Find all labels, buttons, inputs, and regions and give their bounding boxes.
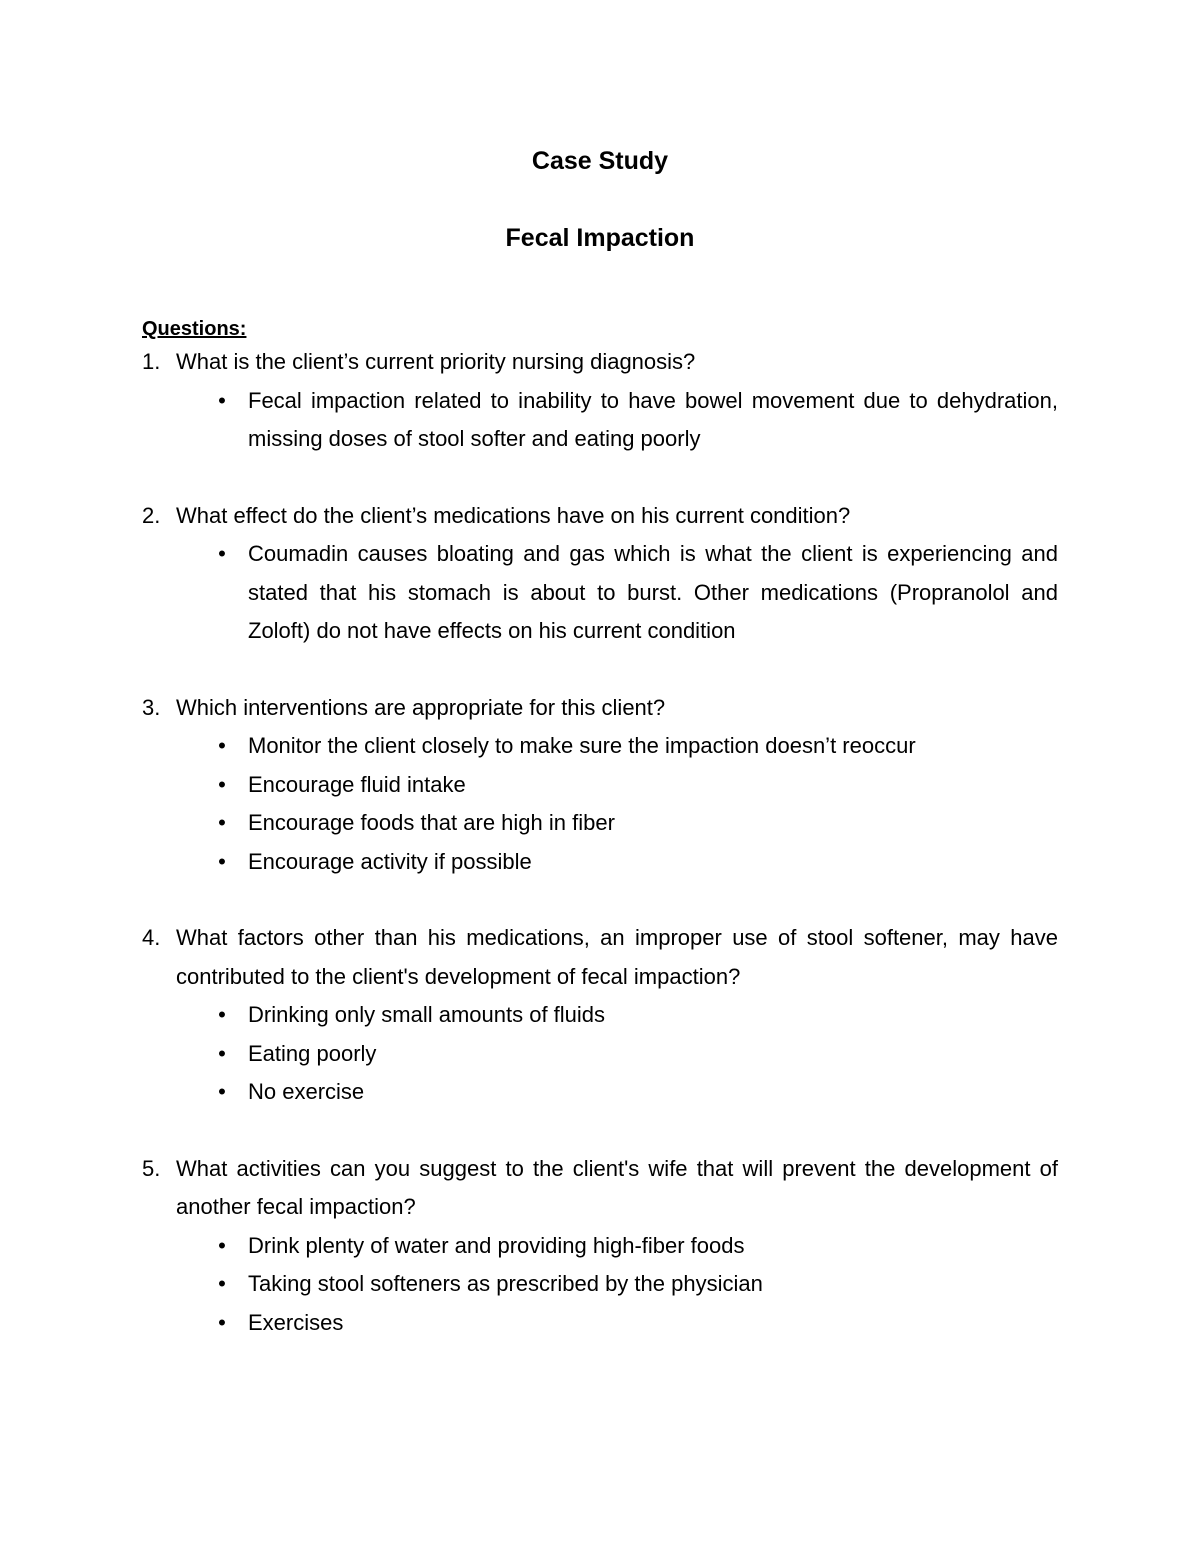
answer-text: Encourage activity if possible: [248, 848, 532, 874]
question-text: What activities can you suggest to the client's wife that will prevent the development of another fecal impaction?: [176, 1155, 1058, 1219]
question-text: What factors other than his medications, an improper use of stool softener, may have contributed to the client's development of fecal impaction?: [176, 925, 1058, 989]
question-item: [142, 1150, 1058, 1343]
answer-text: Exercises: [248, 1309, 344, 1335]
answer-list: [176, 996, 1058, 1112]
answer-item: [176, 843, 1058, 882]
answer-list: [176, 1227, 1058, 1343]
answer-item: [176, 727, 1058, 766]
question-number: 1.: [142, 349, 161, 374]
answer-item: [176, 996, 1058, 1035]
answer-text: Encourage fluid intake: [248, 771, 466, 797]
answer-list: [176, 382, 1058, 459]
question-item: [142, 497, 1058, 651]
answer-text: Drinking only small amounts of fluids: [248, 1002, 606, 1027]
answer-item: [176, 382, 1058, 459]
questions-list: [142, 343, 1058, 1380]
question-text: What effect do the client’s medications have on his current condition?: [176, 502, 851, 528]
bullet-icon: •: [218, 541, 226, 566]
answer-text: Taking stool softeners as prescribed by the physician: [248, 1271, 763, 1296]
answer-item: [176, 1304, 1058, 1343]
answer-item: [176, 766, 1058, 805]
question-item: [142, 919, 1058, 1112]
question-text: What is the client’s current priority nursing diagnosis?: [176, 349, 696, 374]
answer-item: [176, 1265, 1058, 1304]
document-title: Case Study: [531, 147, 669, 175]
bullet-icon: •: [218, 771, 226, 797]
bullet-icon: •: [218, 387, 226, 413]
answer-item: [176, 1035, 1058, 1074]
question-item: [142, 689, 1058, 882]
answer-item: [176, 804, 1058, 843]
question-number: 2.: [142, 502, 161, 528]
answer-item: [176, 1227, 1058, 1266]
answer-list: [176, 727, 1058, 881]
document-subtitle: Fecal Impaction: [505, 224, 695, 252]
bullet-icon: •: [218, 1232, 226, 1258]
bullet-icon: •: [218, 810, 226, 835]
bullet-icon: •: [218, 848, 226, 874]
answer-text: Eating poorly: [248, 1040, 377, 1066]
question-number: 3.: [142, 694, 161, 720]
answer-list: [176, 535, 1058, 651]
bullet-icon: •: [218, 1040, 226, 1066]
question-text: Which interventions are appropriate for this client?: [176, 694, 666, 720]
bullet-icon: •: [218, 1002, 226, 1027]
bullet-icon: •: [218, 1271, 226, 1296]
bullet-icon: •: [218, 1309, 226, 1335]
answer-text: Monitor the client closely to make sure the impaction doesn’t reoccur: [248, 733, 916, 758]
question-number: 4.: [142, 925, 161, 950]
answer-text: Coumadin causes bloating and gas which is what the client is experiencing and stated that his stomach is about to burst. Other medications (Propranolol and Zoloft) do not have effects on his current condition: [248, 541, 1058, 643]
questions-heading: Questions:: [142, 318, 247, 340]
bullet-icon: •: [218, 1079, 226, 1104]
answer-text: Fecal impaction related to inability to have bowel movement due to dehydration, missing doses of stool softer and eating poorly: [248, 387, 1058, 451]
question-number: 5.: [142, 1155, 161, 1181]
answer-item: [176, 535, 1058, 651]
answer-text: Encourage foods that are high in fiber: [248, 810, 615, 835]
question-item: [142, 343, 1058, 459]
bullet-icon: •: [218, 733, 226, 758]
answer-text: No exercise: [248, 1079, 365, 1104]
answer-item: [176, 1073, 1058, 1112]
answer-text: Drink plenty of water and providing high-fiber foods: [248, 1232, 745, 1258]
